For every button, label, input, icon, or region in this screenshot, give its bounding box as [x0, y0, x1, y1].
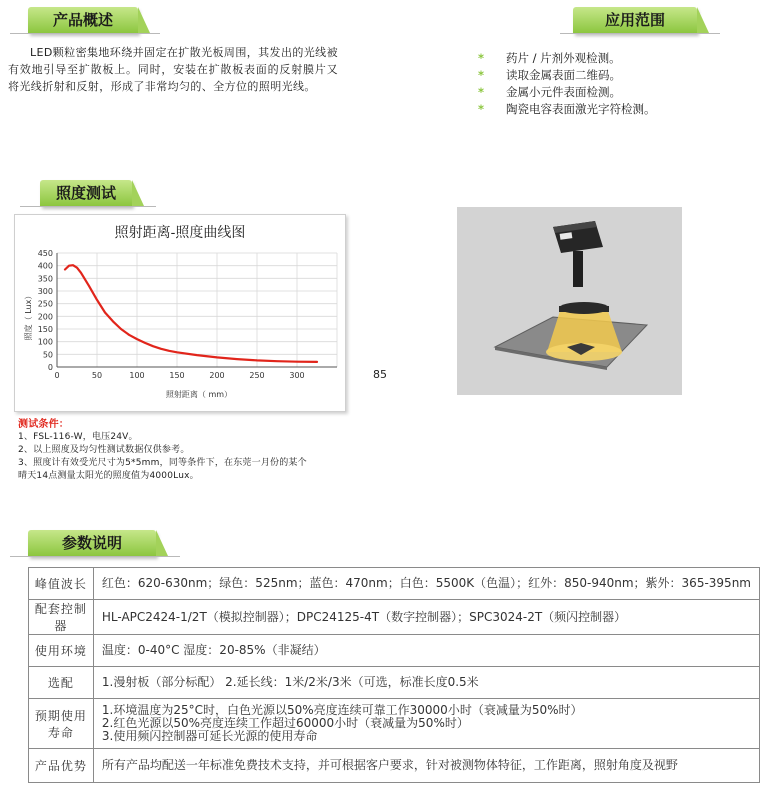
overview-text: LED颗粒密集地环绕并固定在扩散光板周围，其发出的光线被有效地引导至扩散板上。同时，安装在扩散板表面的反射膜片又将光线折射和反射，形成了非常均匀的、全方位的照明光线。 [8, 46, 338, 93]
applications-item [478, 101, 656, 118]
illuminance-chart-svg [15, 215, 345, 411]
params-value-line: 温度：0-40°C 湿度：20-85%（非凝结） [101, 643, 326, 657]
params-value-line: 红色：620-630nm；绿色：525nm；蓝色：470nm；白色：5500K（色温）；红外：850-940nm；紫外：365-395nm [101, 576, 751, 590]
params-label-cell: 配套控制器 [29, 600, 94, 635]
applications-item [478, 50, 656, 67]
params-value-line: 1.环境温度为25°C时，白色光源以50%亮度连续可靠工作30000小时（衰减量为50%时） [101, 703, 583, 717]
chart-y-tick-label: 250 [37, 299, 53, 309]
params-label-cell: 选配 [29, 667, 94, 699]
params-value-cell [93, 699, 759, 749]
params-value-cell [93, 635, 759, 667]
params-row [29, 667, 760, 699]
chart-y-tick-label: 100 [37, 337, 53, 347]
chart-y-tick-label: 150 [37, 325, 53, 334]
params-label-cell: 峰值波长 [29, 568, 94, 600]
params-row [29, 568, 760, 600]
params-row [29, 749, 760, 783]
chart-y-tick-label: 450 [37, 249, 53, 258]
chart-y-tick-label: 0 [47, 363, 53, 372]
params-value-line: 所有产品均配送一年标准免费技术支持，并可根据客户要求，针对被测物体特征，工作距离，照射角度及视野 [101, 758, 678, 772]
applications-item-text: 读取金属表面二维码。 [506, 68, 621, 82]
illuminance-chart [14, 214, 346, 412]
applications-item [478, 84, 656, 101]
params-value-cell [93, 568, 759, 600]
applications-title-underline [560, 33, 720, 34]
test-conditions-title: 测试条件： [18, 419, 69, 430]
params-label-cell: 使用环境 [29, 635, 94, 667]
params-value-line: 1.漫射板（部分标配） 2.延长线：1米/2米/3米（可选，标准长度0.5米 [101, 675, 479, 689]
params-value-cell [93, 600, 759, 635]
applications-item-text: 陶瓷电容表面激光字符检测。 [506, 102, 656, 116]
bullet-star-icon: * [478, 51, 485, 65]
chart-title: 照射距离-照度曲线图 [114, 225, 246, 241]
chart-x-tick-label: 150 [169, 371, 185, 380]
chart-x-tick-label: 100 [129, 371, 145, 380]
chart-y-tick-label: 350 [37, 274, 53, 284]
chart-y-tick-label: 50 [42, 350, 53, 360]
overview-title-tab: 产品概述 [28, 7, 138, 33]
chart-x-axis-label: 照射距离（ mm） [165, 390, 233, 399]
chart-y-tick-label: 400 [37, 261, 53, 271]
test-condition-line: 1、FSL-116-W，电压24V。 [18, 432, 138, 442]
params-value-cell [93, 749, 759, 783]
params-value-line: HL-APC2424-1/2T（模拟控制器）；DPC24125-4T（数字控制器）；SPC3024-2T（频闪控制器） [101, 609, 627, 624]
page-number: 85 [373, 368, 387, 381]
test-condition-line: 3、照度计有效受光尺寸为5*5mm，同等条件下，在东莞一月份的某个 [18, 458, 307, 468]
params-label-cell: 预期使用寿命 [29, 699, 94, 749]
params-row [29, 635, 760, 667]
chart-x-tick-label: 250 [249, 371, 265, 380]
params-value-line: 3.使用频闪控制器可延长光源的使用寿命 [101, 729, 318, 743]
params-row [29, 699, 760, 749]
params-value-line: 2.红色光源以50%亮度连续工作超过60000小时（衰减量为50%时） [101, 716, 469, 730]
chart-y-tick-label: 300 [37, 287, 53, 296]
params-label-cell: 产品优势 [29, 749, 94, 783]
bullet-star-icon: * [478, 85, 485, 99]
params-title-tab: 参数说明 [28, 530, 156, 556]
bullet-star-icon: * [478, 68, 485, 82]
applications-item-text: 药片 / 片剂外观检测。 [506, 51, 621, 65]
overview-title-underline [10, 33, 160, 34]
applications-list [478, 50, 656, 118]
illuminance-title-tab: 照度测试 [40, 180, 132, 206]
params-row [29, 600, 760, 635]
params-title-underline [10, 556, 180, 557]
product-illustration [457, 207, 682, 395]
chart-y-axis-label: 照度（ Lux） [24, 291, 33, 341]
chart-series-line [65, 265, 317, 362]
test-condition-line: 2、以上照度及均匀性测试数据仅供参考。 [18, 445, 190, 455]
applications-item [478, 67, 656, 84]
bullet-star-icon: * [478, 102, 485, 116]
chart-y-tick-label: 200 [37, 312, 53, 322]
illustration-ring-light-body [559, 306, 609, 312]
chart-x-tick-label: 50 [91, 371, 103, 380]
illuminance-title-underline [20, 206, 156, 207]
chart-x-tick-label: 300 [289, 371, 305, 380]
applications-title-tab: 应用范围 [573, 7, 697, 33]
illustration-lens [573, 251, 583, 287]
test-condition-line: 晴天14点测量太阳光的照度值为4000Lux。 [18, 471, 199, 481]
params-table [28, 567, 760, 783]
params-value-cell [93, 667, 759, 699]
applications-item-text: 金属小元件表面检测。 [506, 85, 621, 99]
chart-x-tick-label: 200 [209, 371, 225, 380]
test-conditions [18, 418, 358, 483]
chart-x-tick-label: 0 [54, 371, 60, 380]
